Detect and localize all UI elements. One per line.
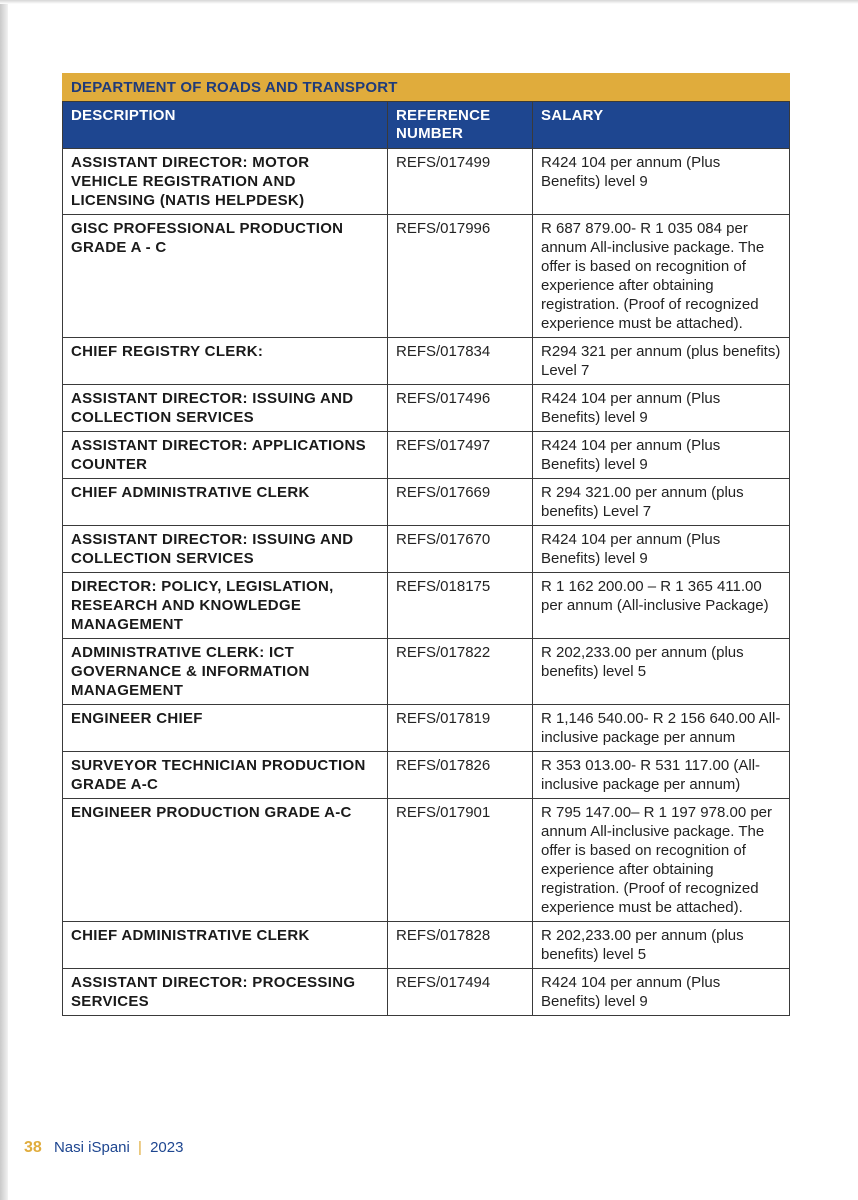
row-reference-number: REFS/017819 — [388, 705, 533, 752]
row-reference-number: REFS/017826 — [388, 752, 533, 799]
row-reference-number: REFS/017494 — [388, 969, 533, 1016]
table-row — [63, 573, 790, 639]
row-description: ASSISTANT DIRECTOR: ISSUING AND COLLECTION SERVICES — [63, 526, 388, 573]
row-reference-number: REFS/017670 — [388, 526, 533, 573]
table-row — [63, 922, 790, 969]
row-salary: R424 104 per annum (Plus Benefits) level 9 — [533, 969, 790, 1016]
row-salary: R424 104 per annum (Plus Benefits) level 9 — [533, 432, 790, 479]
row-salary: R 202,233.00 per annum (plus benefits) level 5 — [533, 639, 790, 705]
footer-separator: | — [138, 1139, 142, 1156]
row-salary: R 795 147.00– R 1 197 978.00 per annum All-inclusive package. The offer is based on recognition of experience after obtaining registration. (Proof of recognized experience must be attached). — [533, 799, 790, 922]
row-description: DIRECTOR: POLICY, LEGISLATION, RESEARCH AND KNOWLEDGE MANAGEMENT — [63, 573, 388, 639]
row-description: ASSISTANT DIRECTOR: MOTOR VEHICLE REGISTRATION AND LICENSING (NATIS HELPDESK) — [63, 149, 388, 215]
row-reference-number: REFS/017828 — [388, 922, 533, 969]
row-description: ASSISTANT DIRECTOR: PROCESSING SERVICES — [63, 969, 388, 1016]
row-salary: R294 321 per annum (plus benefits) Level 7 — [533, 338, 790, 385]
row-reference-number: REFS/017496 — [388, 385, 533, 432]
row-description: CHIEF REGISTRY CLERK: — [63, 338, 388, 385]
row-salary: R 1 162 200.00 – R 1 365 411.00 per annum (All-inclusive Package) — [533, 573, 790, 639]
row-reference-number: REFS/017497 — [388, 432, 533, 479]
row-description: ADMINISTRATIVE CLERK: ICT GOVERNANCE & INFORMATION MANAGEMENT — [63, 639, 388, 705]
header-reference-number: REFERENCE NUMBER — [388, 102, 533, 149]
table-body — [63, 149, 790, 1016]
table-row — [63, 385, 790, 432]
table-header-row — [63, 102, 790, 149]
department-title: DEPARTMENT OF ROADS AND TRANSPORT — [63, 74, 790, 102]
row-reference-number: REFS/017669 — [388, 479, 533, 526]
page-top-shadow — [0, 0, 858, 4]
row-reference-number: REFS/017822 — [388, 639, 533, 705]
row-description: CHIEF ADMINISTRATIVE CLERK — [63, 479, 388, 526]
row-salary: R 202,233.00 per annum (plus benefits) level 5 — [533, 922, 790, 969]
row-description: ENGINEER CHIEF — [63, 705, 388, 752]
row-description: SURVEYOR TECHNICIAN PRODUCTION GRADE A-C — [63, 752, 388, 799]
row-reference-number: REFS/017901 — [388, 799, 533, 922]
row-description: CHIEF ADMINISTRATIVE CLERK — [63, 922, 388, 969]
row-description: ASSISTANT DIRECTOR: APPLICATIONS COUNTER — [63, 432, 388, 479]
table-row — [63, 639, 790, 705]
row-salary: R 353 013.00- R 531 117.00 (All-inclusive package per annum) — [533, 752, 790, 799]
row-salary: R 294 321.00 per annum (plus benefits) Level 7 — [533, 479, 790, 526]
page-footer — [24, 1139, 183, 1157]
table-row — [63, 149, 790, 215]
row-reference-number: REFS/017834 — [388, 338, 533, 385]
department-row — [63, 74, 790, 102]
table-row — [63, 752, 790, 799]
publication-year: 2023 — [150, 1139, 184, 1156]
row-description: ASSISTANT DIRECTOR: ISSUING AND COLLECTION SERVICES — [63, 385, 388, 432]
row-reference-number: REFS/018175 — [388, 573, 533, 639]
publication-name: Nasi iSpani — [53, 1139, 130, 1156]
page-edge-shadow — [0, 0, 8, 1200]
row-salary: R 1,146 540.00- R 2 156 640.00 All-inclusive package per annum — [533, 705, 790, 752]
table-row — [63, 969, 790, 1016]
row-description: ENGINEER PRODUCTION GRADE A-C — [63, 799, 388, 922]
row-reference-number: REFS/017499 — [388, 149, 533, 215]
table-row — [63, 705, 790, 752]
table-row — [63, 526, 790, 573]
table-row — [63, 479, 790, 526]
header-salary: SALARY — [533, 102, 790, 149]
header-description: DESCRIPTION — [63, 102, 388, 149]
vacancy-table — [62, 73, 790, 1016]
row-salary: R424 104 per annum (Plus Benefits) level 9 — [533, 385, 790, 432]
row-salary: R 687 879.00- R 1 035 084 per annum All-inclusive package. The offer is based on recognition of experience after obtaining registration. (Proof of recognized experience must be attached). — [533, 215, 790, 338]
table-row — [63, 432, 790, 479]
row-salary: R424 104 per annum (Plus Benefits) level 9 — [533, 526, 790, 573]
row-reference-number: REFS/017996 — [388, 215, 533, 338]
page-number: 38 — [24, 1139, 42, 1156]
table-row — [63, 799, 790, 922]
table-row — [63, 215, 790, 338]
row-description: GISC PROFESSIONAL PRODUCTION GRADE A - C — [63, 215, 388, 338]
table-row — [63, 338, 790, 385]
row-salary: R424 104 per annum (Plus Benefits) level 9 — [533, 149, 790, 215]
